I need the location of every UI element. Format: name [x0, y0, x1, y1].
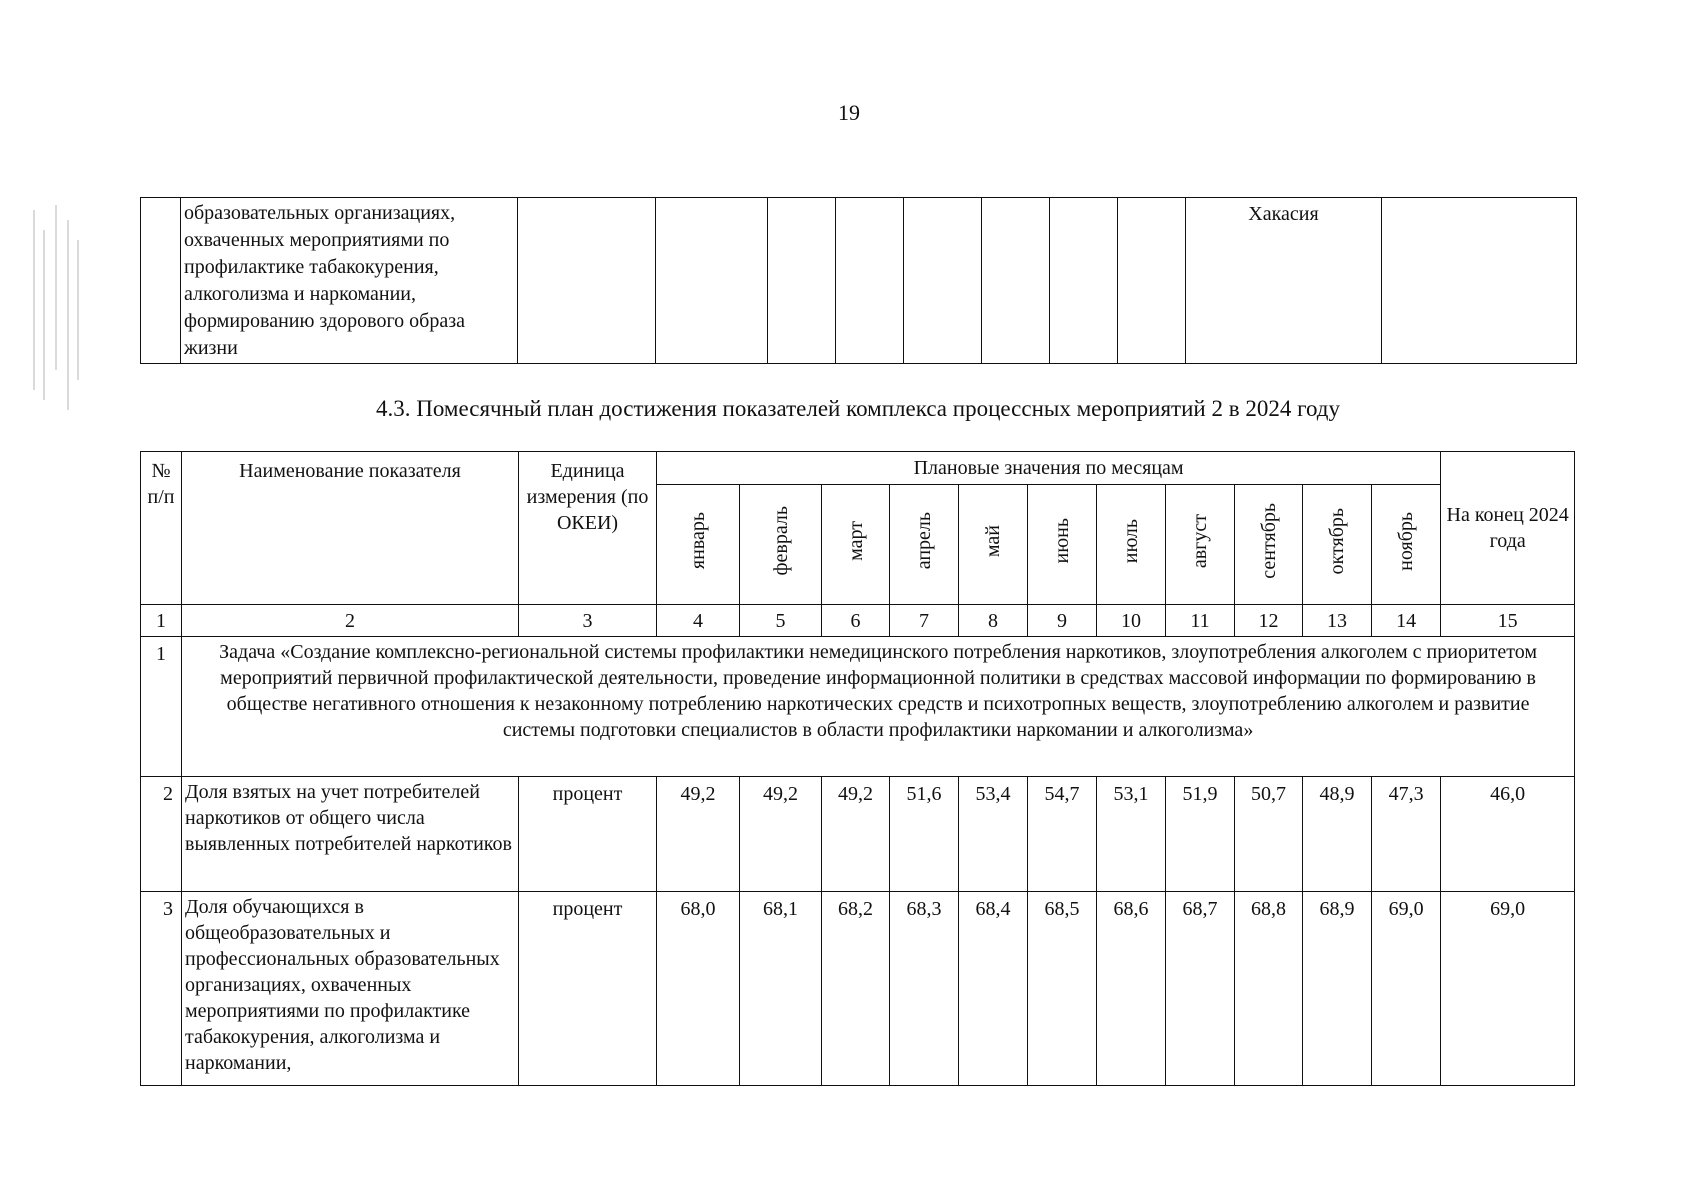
column-number: 7	[890, 605, 959, 637]
header-month	[740, 485, 822, 605]
column-number: 6	[822, 605, 890, 637]
header-month-label: март	[844, 521, 867, 561]
header-month-label: июнь	[1051, 518, 1073, 564]
row-value: 68,6	[1097, 892, 1166, 1086]
cont-region: Хакасия	[1186, 198, 1382, 364]
column-number: 11	[1166, 605, 1235, 637]
row-value: 68,3	[890, 892, 959, 1086]
header-month	[822, 485, 890, 605]
section-title: 4.3. Помесячный план достижения показателей комплекса процессных мероприятий 2 в 2024 году	[375, 396, 1340, 421]
monthly-plan-table	[140, 451, 1575, 1086]
header-month	[1097, 485, 1166, 605]
header-month-label: июль	[1120, 518, 1142, 564]
row-value: 68,1	[740, 892, 822, 1086]
row-value: 54,7	[1028, 777, 1097, 892]
table-row	[141, 892, 1575, 1086]
header-month-label: январь	[687, 512, 709, 570]
row-value: 51,9	[1166, 777, 1235, 892]
cont-cell	[1118, 198, 1186, 364]
cont-cell	[1050, 198, 1118, 364]
header-month-label: февраль	[769, 506, 792, 576]
column-number: 3	[519, 605, 657, 637]
column-number: 15	[1441, 605, 1575, 637]
row-value: 68,8	[1235, 892, 1303, 1086]
column-number: 5	[740, 605, 822, 637]
header-month	[890, 485, 959, 605]
column-number: 4	[657, 605, 740, 637]
cont-cell	[518, 198, 656, 364]
row-value: 50,7	[1235, 777, 1303, 892]
header-month	[657, 485, 740, 605]
row-value: 68,2	[822, 892, 890, 1086]
side-stamp	[22, 200, 86, 420]
row-value: 51,6	[890, 777, 959, 892]
row-unit: процент	[519, 892, 657, 1086]
header-name: Наименование показателя	[182, 452, 519, 605]
row-value: 49,2	[822, 777, 890, 892]
task-num: 1	[141, 637, 182, 777]
row-value: 68,4	[959, 892, 1028, 1086]
row-indicator-name: Доля обучающихся в общеобразовательных и профессиональных образовательных организациях, охваченных мероприятиями по профилактике табакокурения, алкоголизма и наркомании,	[182, 892, 519, 1086]
cont-indicator-name: образовательных организациях, охваченных мероприятиями по профилактике табакокурения, алкоголизма и наркомании, формированию здорового образа жизни	[181, 198, 518, 364]
header-month-label: ноябрь	[1395, 511, 1418, 571]
row-year-end: 69,0	[1441, 892, 1575, 1086]
row-value: 53,4	[959, 777, 1028, 892]
row-value: 68,7	[1166, 892, 1235, 1086]
header-month-label: октябрь	[1326, 507, 1348, 575]
row-value: 53,1	[1097, 777, 1166, 892]
header-month-label: май	[982, 524, 1004, 558]
row-indicator-name: Доля взятых на учет потребителей наркотиков от общего числа выявленных потребителей наркотиков	[182, 777, 519, 892]
header-year-end	[1441, 452, 1575, 605]
header-month-label: сентябрь	[1257, 503, 1280, 579]
header-month	[1303, 485, 1372, 605]
row-num: 2	[141, 777, 182, 892]
header-month	[1166, 485, 1235, 605]
page-number: 19	[838, 100, 860, 125]
column-number: 8	[959, 605, 1028, 637]
header-num: № п/п	[141, 452, 182, 605]
header-year-end-label: На конец 2024 года	[1446, 504, 1569, 552]
header-month	[1028, 485, 1097, 605]
row-value: 47,3	[1372, 777, 1441, 892]
row-value: 49,2	[657, 777, 740, 892]
cont-num-cell	[141, 198, 181, 364]
task-text: Задача «Создание комплексно-региональной системы профилактики немедицинского потребления наркотиков, злоупотребления алкоголем с приоритетом мероприятий первичной профилактической деятельности, проведение информационной политики в средствах массовой информации по формированию в обществе негативного отношения к незаконному потреблению наркотических средств и психотропных веществ, злоупотреблению алкоголем и развитие системы подготовки специалистов в области профилактики наркомании и алкоголизма»	[182, 637, 1575, 777]
column-number: 2	[182, 605, 519, 637]
column-number: 12	[1235, 605, 1303, 637]
row-num: 3	[141, 892, 182, 1086]
row-value: 68,0	[657, 892, 740, 1086]
column-number: 9	[1028, 605, 1097, 637]
cont-cell	[982, 198, 1050, 364]
header-month-label: август	[1189, 513, 1211, 569]
cont-cell	[1382, 198, 1577, 364]
header-month	[1372, 485, 1441, 605]
header-month	[959, 485, 1028, 605]
row-year-end: 46,0	[1441, 777, 1575, 892]
row-value: 68,9	[1303, 892, 1372, 1086]
table-row	[141, 777, 1575, 892]
cont-cell	[904, 198, 982, 364]
column-number: 13	[1303, 605, 1372, 637]
header-unit: Единица измерения (по ОКЕИ)	[519, 452, 657, 605]
column-number: 1	[141, 605, 182, 637]
column-number: 14	[1372, 605, 1441, 637]
row-value: 48,9	[1303, 777, 1372, 892]
column-number: 10	[1097, 605, 1166, 637]
header-month	[1235, 485, 1303, 605]
row-value: 69,0	[1372, 892, 1441, 1086]
cont-cell	[768, 198, 836, 364]
row-value: 49,2	[740, 777, 822, 892]
row-value: 68,5	[1028, 892, 1097, 1086]
header-plan: Плановые значения по месяцам	[657, 452, 1441, 485]
row-unit: процент	[519, 777, 657, 892]
cont-cell	[656, 198, 768, 364]
cont-cell	[836, 198, 904, 364]
continuation-table	[140, 197, 1577, 364]
header-month-label: апрель	[913, 512, 935, 570]
